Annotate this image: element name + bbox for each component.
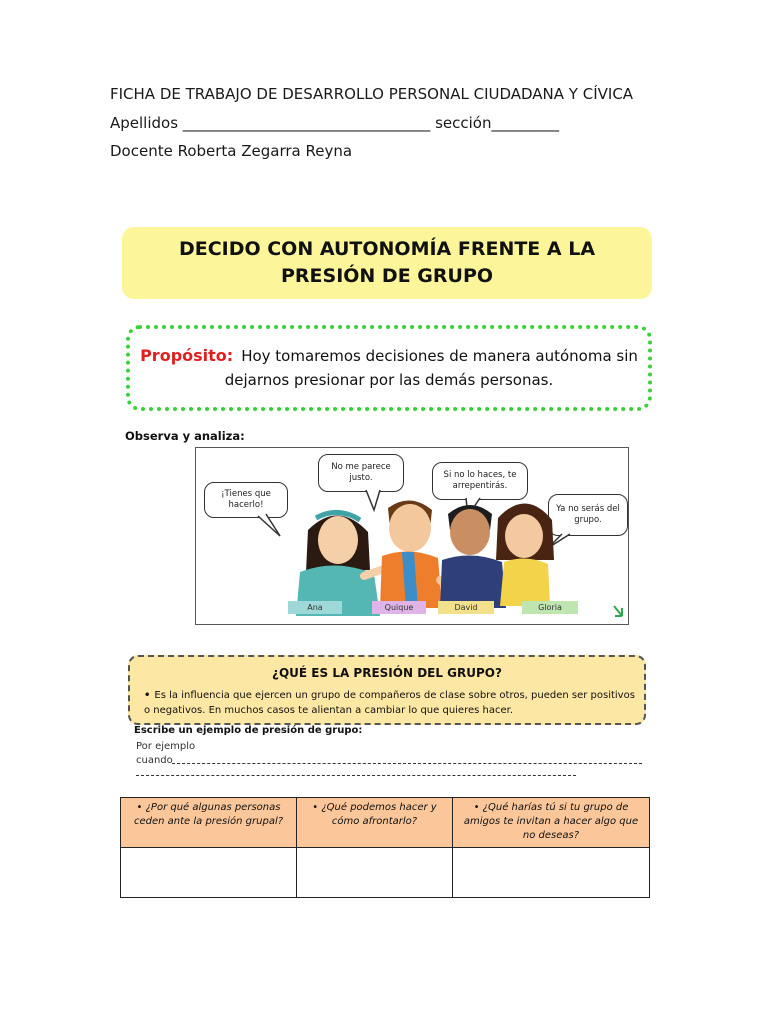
- definition-title: ¿QUÉ ES LA PRESIÓN DEL GRUPO?: [272, 666, 502, 680]
- name-tag-david: David: [454, 603, 478, 612]
- table-header-row: [121, 798, 650, 848]
- observe-heading: Observa y analiza:: [125, 429, 245, 443]
- question-cell-3: • ¿Qué harías tú si tu grupo de amigos te invitan a hacer algo que no deseas?: [453, 798, 650, 848]
- definition-body: Es la influencia que ejercen un grupo de compañeros de clase sobre otros, pueden ser positivos o negativos. En muchos casos te alientan a cambiar lo que quieres hacer.: [144, 690, 635, 716]
- answer-cell-3[interactable]: [453, 848, 650, 898]
- purpose-text-2: dejarnos presionar por las demás personas.: [224, 371, 554, 389]
- definition-box: [128, 655, 646, 725]
- peer-pressure-illustration: [195, 447, 629, 625]
- example-prompt-2: cuando: [136, 755, 173, 766]
- purpose-box: [126, 325, 652, 411]
- answer-line[interactable]: [172, 763, 642, 764]
- definition-text: [144, 688, 639, 718]
- worksheet-title: FICHA DE TRABAJO DE DESARROLLO PERSONAL CIUDADANA Y CÍVICA: [110, 85, 634, 103]
- name-section-line: Apellidos _________________________________ sección_________: [110, 114, 559, 132]
- characters-drawing: [196, 448, 628, 624]
- speech-bubble-quique: No me parece justo.: [318, 454, 404, 492]
- bullet-icon: •: [144, 690, 151, 701]
- answer-cell-2[interactable]: [297, 848, 453, 898]
- example-prompt-1: Por ejemplo: [136, 741, 196, 752]
- lesson-title-banner: [122, 227, 652, 299]
- speech-bubble-ana: ¡Tienes que hacerlo!: [204, 482, 288, 518]
- question-cell-2: • ¿Qué podemos hacer y cómo afrontarlo?: [297, 798, 453, 848]
- character-gloria: [496, 503, 554, 606]
- example-heading: Escribe un ejemplo de presión de grupo:: [134, 725, 363, 736]
- character-david: [440, 505, 506, 608]
- question-cell-1: • ¿Por qué algunas personas ceden ante la presión grupal?: [121, 798, 297, 848]
- speech-bubble-gloria: Ya no serás del grupo.: [548, 494, 628, 536]
- reflection-questions-table: [120, 797, 650, 898]
- name-tag-ana: Ana: [307, 603, 323, 612]
- purpose-line-1: [140, 344, 638, 368]
- bubble-tail: [366, 490, 380, 510]
- lesson-title-line-2: PRESIÓN DE GRUPO: [280, 265, 494, 287]
- name-tag-quique: Quique: [384, 603, 414, 612]
- speech-bubble-david: Si no lo haces, te arrepentirás.: [432, 462, 528, 500]
- answer-cell-1[interactable]: [121, 848, 297, 898]
- teacher-line: Docente Roberta Zegarra Reyna: [110, 142, 353, 160]
- name-tag-gloria: Gloria: [538, 603, 562, 612]
- table-answer-row: [121, 848, 650, 898]
- answer-line[interactable]: [136, 775, 576, 776]
- bubble-tail: [258, 514, 280, 536]
- arrow-icon: [614, 606, 622, 616]
- purpose-label: Propósito:: [140, 346, 234, 365]
- lesson-title-line-1: DECIDO CON AUTONOMÍA FRENTE A LA: [178, 238, 596, 260]
- purpose-text-1: Hoy tomaremos decisiones de manera autónoma sin: [241, 347, 638, 365]
